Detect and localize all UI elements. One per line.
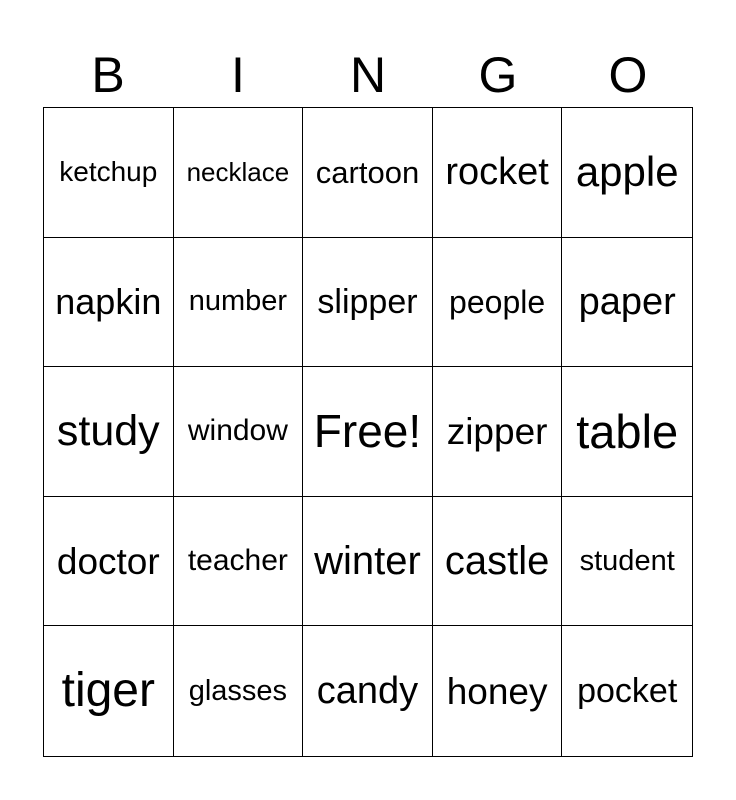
bingo-board [43, 107, 693, 757]
bingo-cell[interactable]: table [562, 367, 692, 497]
bingo-cell[interactable]: cartoon [303, 108, 433, 238]
bingo-cell[interactable]: tiger [44, 626, 174, 756]
bingo-cell[interactable]: candy [303, 626, 433, 756]
bingo-cell[interactable]: winter [303, 497, 433, 627]
bingo-cell[interactable]: teacher [174, 497, 304, 627]
bingo-cell[interactable]: rocket [433, 108, 563, 238]
header-letter-o: O [608, 47, 648, 103]
bingo-cell[interactable]: ketchup [44, 108, 174, 238]
bingo-cell[interactable]: paper [562, 238, 692, 368]
header-letter-b: B [91, 47, 125, 103]
bingo-cell[interactable]: napkin [44, 238, 174, 368]
bingo-cell[interactable]: window [174, 367, 304, 497]
header-letter-n: N [349, 47, 387, 103]
bingo-cell[interactable]: study [44, 367, 174, 497]
bingo-cell[interactable]: people [433, 238, 563, 368]
header-letter-i: I [231, 47, 245, 103]
bingo-cell[interactable]: doctor [44, 497, 174, 627]
bingo-cell[interactable]: number [174, 238, 304, 368]
bingo-cell[interactable]: castle [433, 497, 563, 627]
bingo-cell[interactable]: slipper [303, 238, 433, 368]
bingo-cell[interactable]: honey [433, 626, 563, 756]
bingo-cell[interactable]: pocket [577, 672, 678, 711]
bingo-cell[interactable]: zipper [433, 367, 563, 497]
free-space[interactable]: Free! [303, 367, 433, 497]
bingo-cell[interactable]: apple [562, 108, 692, 238]
bingo-header [43, 44, 693, 106]
bingo-cell[interactable]: student [562, 497, 692, 627]
bingo-cell[interactable]: necklace [174, 108, 304, 238]
header-letter-g: G [478, 47, 518, 103]
bingo-cell[interactable]: glasses [174, 626, 304, 756]
